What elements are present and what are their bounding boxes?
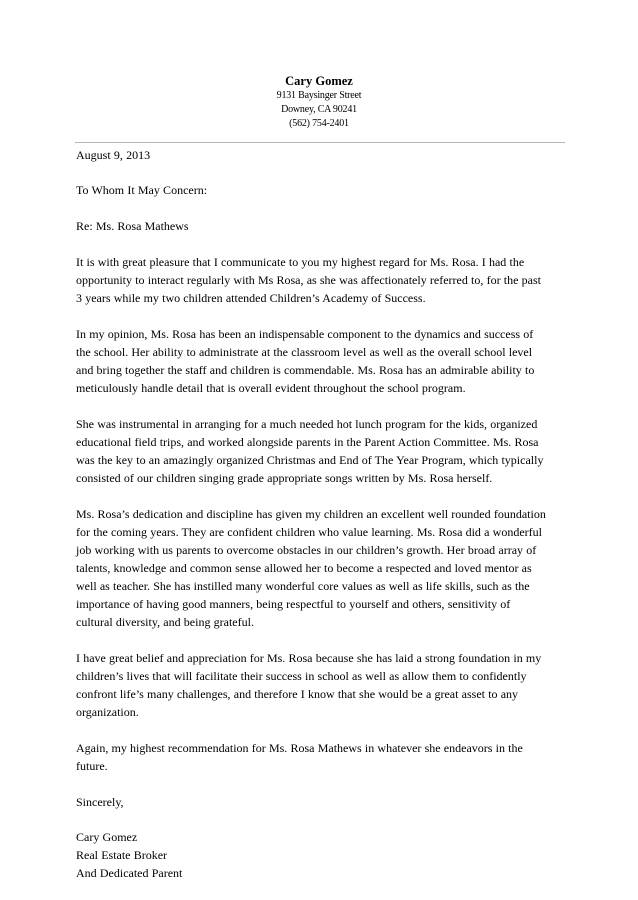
paragraph-line: I have great belief and appreciation for Ms. Rosa because she has laid a strong foundation in my [76,651,542,665]
sender-city: Downey, CA 90241 [281,104,357,115]
signature-block [76,828,576,882]
paragraph-line: It is with great pleasure that I communicate to you my highest regard for Ms. Rosa. I had the [76,255,525,269]
paragraph-line: future. [76,759,108,773]
paragraph-1 [76,253,576,307]
signature-name: Cary Gomez [76,830,138,844]
paragraph-3 [76,415,576,487]
paragraph-line: meticulously handle detail that is overall evident throughout the school program. [76,381,466,395]
paragraph-line: importance of having good manners, being respectful to yourself and others, sensitivity of [76,597,511,611]
paragraph-line: was the key to an amazingly organized Christmas and End of The Year Program, which typically [76,453,544,467]
paragraph-line: job working with us parents to overcome obstacles in our children’s growth. Her broad array of [76,543,537,557]
paragraph-line: confront life’s many challenges, and therefore I know that she would be a great asset to any [76,687,519,701]
letter-date: August 9, 2013 [76,148,151,162]
paragraph-line: the school. Her ability to administrate at the classroom level as well as the overall school level [76,345,533,359]
sender-phone: (562) 754-2401 [289,118,349,129]
paragraph-6 [76,739,576,775]
paragraph-line: Ms. Rosa’s dedication and discipline has given my children an excellent well rounded foundation [76,507,546,521]
paragraph-line: children’s lives that will facilitate their success in school as well as allow them to confidently [76,669,527,683]
paragraph-line: consisted of our children singing grade appropriate songs written by Ms. Rosa herself. [76,471,493,485]
paragraph-line: organization. [76,705,139,719]
sender-street: 9131 Baysinger Street [276,90,362,101]
subject-line: Re: Ms. Rosa Mathews [76,219,189,233]
paragraph-line: for the coming years. They are confident children who value learning. Ms. Rosa did a wonderful [76,525,542,539]
paragraph-5 [76,649,576,721]
salutation: To Whom It May Concern: [76,183,208,197]
letterhead-divider [75,142,565,143]
letter-body [76,146,576,900]
signature-title: Real Estate Broker [76,848,168,862]
paragraph-line: cultural diversity, and being grateful. [76,615,254,629]
paragraph-line: well as teacher. She has instilled many wonderful core values as well as life skills, such as the [76,579,530,593]
paragraph-line: In my opinion, Ms. Rosa has been an indispensable component to the dynamics and success of [76,327,534,341]
letterhead [0,73,638,131]
paragraph-2 [76,325,576,397]
paragraph-4 [76,505,576,631]
paragraph-line: and bring together the staff and children is commendable. Ms. Rosa has an admirable ability to [76,363,535,377]
paragraph-line: She was instrumental in arranging for a much needed hot lunch program for the kids, organized [76,417,538,431]
signature-tagline: And Dedicated Parent [76,866,183,880]
paragraph-line: 3 years while my two children attended Children’s Academy of Success. [76,291,426,305]
sender-name: Cary Gomez [285,74,353,88]
paragraph-line: talents, knowledge and common sense allowed her to become a respected and loved mentor as [76,561,532,575]
paragraph-line: opportunity to interact regularly with Ms Rosa, as she was affectionately referred to, for the past [76,273,541,287]
paragraph-line: Again, my highest recommendation for Ms. Rosa Mathews in whatever she endeavors in the [76,741,523,755]
paragraph-line: educational field trips, and worked alongside parents in the Parent Action Committee. Ms. Rosa [76,435,539,449]
closing: Sincerely, [76,795,124,809]
